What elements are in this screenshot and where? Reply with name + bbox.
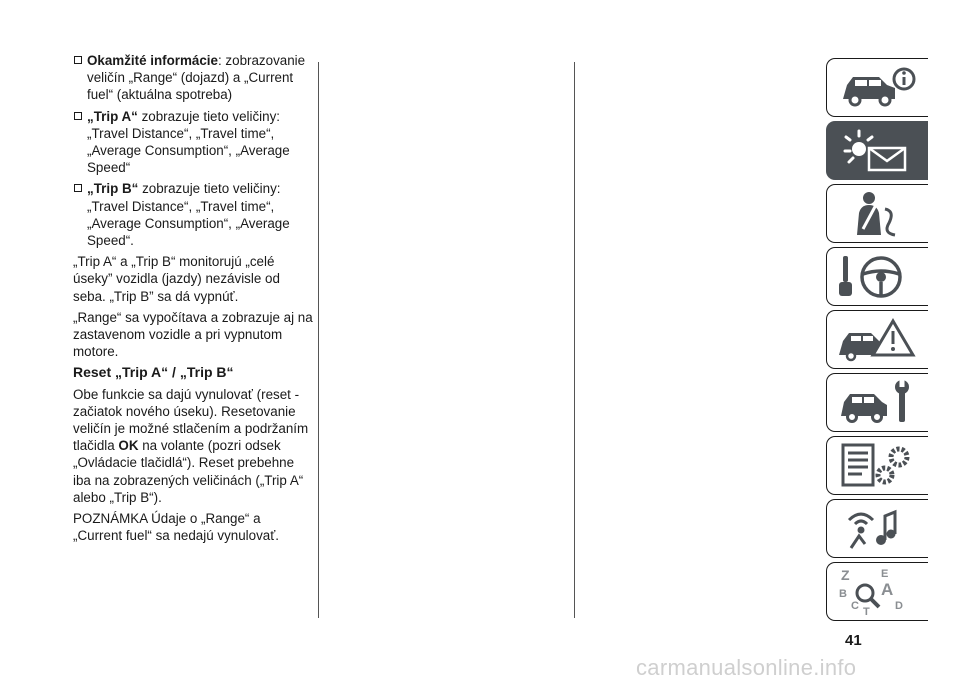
chapter-tabs <box>826 58 928 625</box>
paragraph-range: „Range“ sa vypočítava a zobrazuje aj na zastavenom vozidle a pri vypnutom motore. <box>73 309 313 360</box>
bullet-instant-info <box>73 52 313 104</box>
bullet-trip-a <box>73 108 313 177</box>
svg-text:Z: Z <box>841 567 850 583</box>
car-wrench-icon <box>837 378 917 428</box>
section-heading: Reset „Trip A“ / „Trip B“ <box>73 364 234 381</box>
paragraph-reset: Obe funkcie sa dajú vynulovať (reset - začiatok nového úseku). Resetovanie veličín je možné stlačením a podržaním tlačidla OK na volante (pozri odsek „Ovládacie tlačidlá“). Reset prebehne iba na zobrazených veličinách („Trip A“ alebo „Trip B“). <box>73 386 309 505</box>
svg-text:T: T <box>863 606 870 617</box>
svg-text:C: C <box>851 600 859 612</box>
bullet-text: zobrazuje tieto veličiny: „Travel Distance“, „Travel time“, „Average Consumption“, „Average Speed“. <box>87 181 290 249</box>
tab-technical-data[interactable] <box>826 436 928 495</box>
tab-index[interactable] <box>826 562 928 621</box>
note: POZNÁMKA Údaje o „Range“ a „Current fuel“ sa nedajú vynulovať. <box>73 511 279 544</box>
bullet-title: Okamžité informácie <box>87 53 218 68</box>
tab-multimedia[interactable] <box>826 499 928 558</box>
svg-text:E: E <box>881 568 889 580</box>
bullet-title: „Trip B“ <box>87 181 139 197</box>
alphabetical-index-icon <box>837 567 917 617</box>
tab-starting-driving[interactable] <box>826 247 928 306</box>
bullet-text: zobrazuje tieto veličiny: „Travel Distance“, „Travel time“, „Average Consumption“, „Average Speed“ <box>87 108 290 176</box>
bullet-title: „Trip A“ <box>87 108 138 124</box>
text-column <box>73 52 313 548</box>
paragraph-trips: „Trip A“ a „Trip B“ monitorujú „celé úseky” vozidla (jazdy) nezávisle od seba. „Trip B” sa dá vypnúť. <box>73 254 280 304</box>
multimedia-icon <box>837 504 917 554</box>
svg-text:D: D <box>895 600 903 612</box>
page-number: 41 <box>845 632 862 649</box>
tab-emergency[interactable] <box>826 310 928 369</box>
tab-dashboard-lights[interactable] <box>826 121 928 180</box>
checkbox-bullet-icon <box>74 184 82 192</box>
column-divider <box>318 62 319 618</box>
bullet-text: : zobrazovanie veličín „Range“ (dojazd) a „Current fuel“ (aktuálna spotreba) <box>87 53 306 103</box>
ok-button-label: OK <box>118 438 139 454</box>
key-steering-wheel-icon <box>837 252 917 302</box>
svg-text:A: A <box>881 580 894 599</box>
bullet-trip-b <box>73 180 313 249</box>
checkbox-bullet-icon <box>74 56 82 64</box>
tab-maintenance[interactable] <box>826 373 928 432</box>
tab-safety[interactable] <box>826 184 928 243</box>
car-info-icon <box>837 63 917 113</box>
tab-car-info[interactable] <box>826 58 928 117</box>
site-watermark: carmanualsonline.info <box>636 655 857 680</box>
column-divider <box>574 62 575 618</box>
car-accident-warning-icon <box>837 315 917 365</box>
specs-gears-icon <box>837 441 917 491</box>
checkbox-bullet-icon <box>74 112 82 120</box>
svg-text:B: B <box>839 588 847 600</box>
seat-belt-icon <box>837 189 917 239</box>
warning-light-message-icon <box>837 126 917 176</box>
